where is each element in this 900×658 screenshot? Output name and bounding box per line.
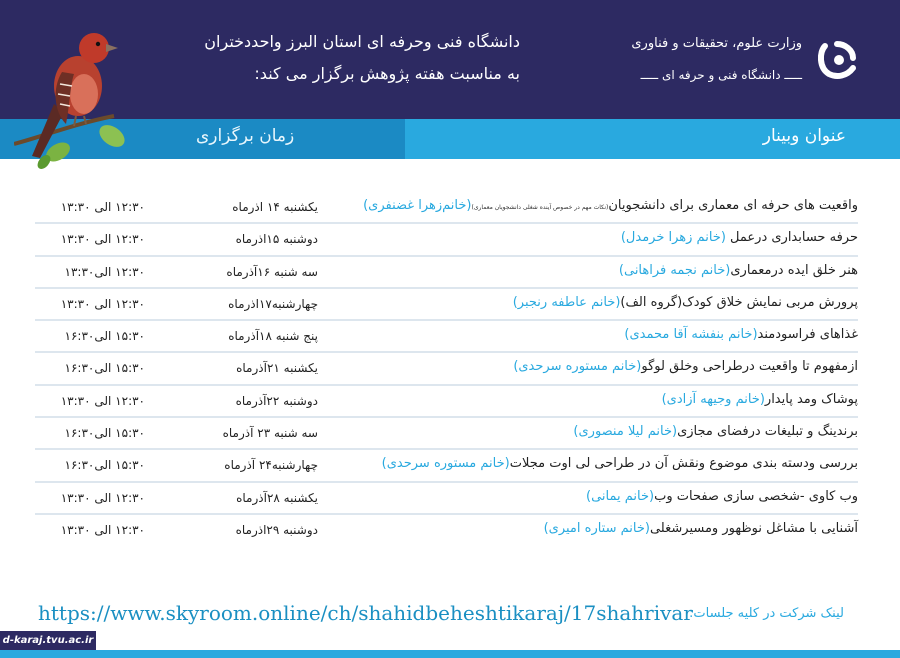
webinar-time: ۱۵:۳۰ الی۱۶:۳۰ bbox=[64, 361, 145, 376]
webinar-title-cell bbox=[382, 456, 858, 471]
webinar-speaker: (خانم‌زهرا غضنفری) bbox=[363, 198, 472, 213]
table-row bbox=[35, 386, 858, 418]
webinar-title-cell bbox=[363, 198, 858, 213]
organizer-subtitle: به مناسبت هفته پژوهش برگزار می کند: bbox=[254, 64, 520, 83]
webinar-note: (نکات مهم در خصوص آینده شغلی دانشجویان معماری) bbox=[471, 204, 609, 211]
table-row bbox=[35, 418, 858, 450]
webinar-date: یکشنبه ۱۴ اذرماه bbox=[232, 200, 318, 214]
webinar-date: چهارشنبه۱۷اذرماه bbox=[228, 296, 318, 311]
webinar-title-cell bbox=[621, 230, 858, 245]
webinar-speaker: (خانم لیلا منصوری) bbox=[573, 424, 678, 440]
webinar-title: حرفه حسابداری درعمل bbox=[730, 230, 858, 246]
webinar-time: ۱۵:۳۰ الی۱۶:۳۰ bbox=[64, 458, 145, 473]
webinar-title-cell bbox=[586, 489, 858, 504]
webinar-title-cell bbox=[573, 424, 858, 439]
column-title-header: عنوان وبینار bbox=[762, 126, 846, 146]
webinar-speaker: (خانم عاطفه رنجبر) bbox=[512, 294, 621, 310]
webinar-date: چهارشنبه۲۴ آذرماه bbox=[224, 458, 318, 473]
webinar-title: هنر خلق ایده درمعماری bbox=[730, 262, 858, 278]
webinar-date: دوشنبه ۲۹اذرماه bbox=[235, 522, 318, 537]
webinar-title: وب کاوی -شخصی سازی صفحات وب bbox=[654, 488, 858, 504]
webinar-title-cell bbox=[624, 327, 858, 342]
webinar-title: واقعیت های حرفه ای معماری برای دانشجویان bbox=[608, 198, 858, 213]
ministry-name: وزارت علوم، تحقیقات و فناوری bbox=[631, 36, 802, 51]
webinar-date: دوشنبه ۱۵اذرماه bbox=[235, 232, 318, 247]
link-label: لینک شرکت در کلیه جلسات: bbox=[689, 606, 844, 621]
webinar-title-cell bbox=[513, 295, 858, 310]
webinar-time: ۱۲:۳۰ الی ۱۳:۳۰ bbox=[60, 200, 145, 214]
webinar-speaker: (خانم یمانی) bbox=[586, 488, 655, 504]
table-row bbox=[35, 224, 858, 256]
webinar-time: ۱۲:۳۰ الی ۱۳:۳۰ bbox=[60, 522, 145, 537]
column-time-header: زمان برگزاری bbox=[196, 126, 295, 146]
table-row bbox=[35, 483, 858, 515]
webinar-date: دوشنبه ۲۲آذرماه bbox=[235, 393, 318, 408]
webinar-title-cell bbox=[513, 359, 858, 374]
webinar-speaker: (خانم زهرا خرمدل) bbox=[620, 230, 726, 246]
webinar-speaker: (خانم مستوره سرحدی) bbox=[513, 359, 642, 375]
webinar-date: یکشنبه ۲۸آذرماه bbox=[236, 490, 318, 505]
webinar-speaker: (خانم نجمه فراهانی) bbox=[618, 262, 731, 278]
webinar-time: ۱۲:۳۰ الی ۱۳:۳۰ bbox=[60, 393, 145, 408]
webinar-time: ۱۲:۳۰ الی۱۳:۳۰ bbox=[64, 264, 145, 279]
webinar-date: سه شنبه ۲۳ آذرماه bbox=[222, 426, 318, 441]
webinar-date: یکشنبه ۲۱آذرماه bbox=[236, 361, 318, 376]
university-logo-icon bbox=[815, 38, 863, 82]
webinar-speaker: (خانم ستاره امیری) bbox=[543, 520, 650, 536]
webinar-title: غذاهای فراسودمند bbox=[757, 327, 858, 343]
table-row bbox=[35, 257, 858, 289]
organizer-title: دانشگاه فنی وحرفه ای استان البرز واحددختران bbox=[204, 32, 520, 51]
table-row bbox=[35, 289, 858, 321]
webinar-time: ۱۲:۳۰ الی ۱۳:۳۰ bbox=[60, 296, 145, 311]
webinar-time: ۱۲:۳۰ الی ۱۳:۳۰ bbox=[60, 490, 145, 505]
bird-illustration-icon bbox=[14, 24, 138, 172]
webinar-title: آشنایی با مشاغل نوظهور ومسیرشغلی bbox=[649, 520, 858, 536]
webinar-date: پنج شنبه ۱۸آذرماه bbox=[228, 329, 318, 344]
table-row bbox=[35, 321, 858, 353]
webinar-time: ۱۵:۳۰ الی۱۶:۳۰ bbox=[64, 329, 145, 344]
webinar-title: برندینگ و تبلیغات درفضای مجازی bbox=[677, 424, 858, 440]
webinar-title-cell bbox=[619, 263, 858, 278]
webinar-speaker: (خانم بنفشه آقا محمدی) bbox=[624, 327, 758, 343]
table-row bbox=[35, 353, 858, 385]
session-link[interactable]: https://www.skyroom.online/ch/shahidbeheshtikaraj/17shahrivar bbox=[38, 601, 693, 625]
table-row bbox=[35, 515, 858, 547]
university-name: ـــــ دانشگاه فنی و حرفه ای ـــــ bbox=[640, 68, 802, 82]
webinar-title: پرورش مربی نمایش خلاق کودک(گروه الف) bbox=[620, 294, 858, 310]
webinar-time: ۱۲:۳۰ الی ۱۳:۳۰ bbox=[60, 232, 145, 247]
webinar-title: بررسی ودسته بندی موضوع ونقش آن در طراحی لی اوت مجلات bbox=[509, 456, 858, 472]
webinar-table bbox=[35, 192, 858, 547]
webinar-title-cell bbox=[662, 392, 858, 407]
webinar-title: ازمفهوم تا واقعیت درطراحی وخلق لوگو bbox=[641, 359, 858, 375]
webinar-date: سه شنبه ۱۶آذرماه bbox=[226, 264, 318, 279]
footer-bar bbox=[0, 650, 900, 658]
table-row bbox=[35, 450, 858, 482]
webinar-title: پوشاک ومد پایدار bbox=[764, 391, 858, 407]
table-row bbox=[35, 192, 858, 224]
site-watermark: d-karaj.tvu.ac.ir bbox=[0, 631, 96, 650]
webinar-title-cell bbox=[544, 521, 858, 536]
webinar-time: ۱۵:۳۰ الی۱۶:۳۰ bbox=[64, 426, 145, 441]
webinar-speaker: (خانم مستوره سرحدی) bbox=[381, 456, 510, 472]
webinar-speaker: (خانم وجیهه آزادی) bbox=[661, 391, 765, 407]
